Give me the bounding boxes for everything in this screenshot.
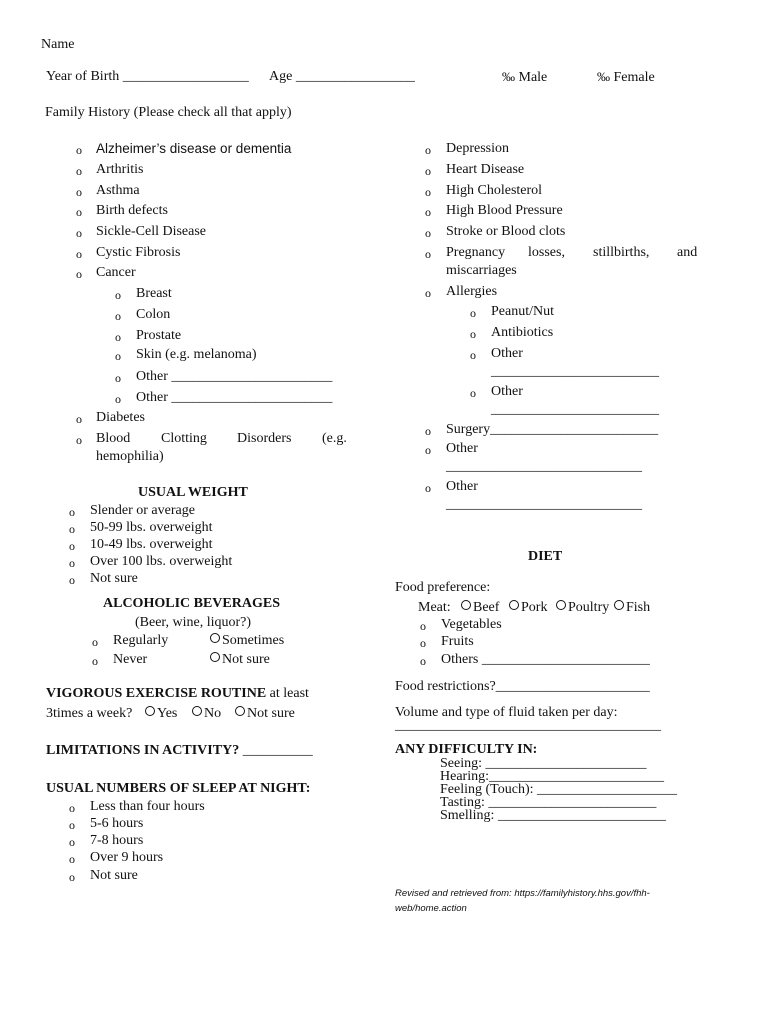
sometimes-label: Sometimes <box>222 633 285 648</box>
blood-clotting-word: Disorders <box>237 431 292 446</box>
bullet-icon: o <box>425 286 431 300</box>
checkbox-high-cholesterol[interactable]: High Cholesterol <box>446 183 543 198</box>
bullet-icon: o <box>115 309 121 323</box>
checkbox-weight-4[interactable]: Not sure <box>90 571 138 586</box>
bullet-icon: o <box>115 330 121 344</box>
sleep-title: USUAL NUMBERS OF SLEEP AT NIGHT: <box>46 781 311 796</box>
radio-meat-pork[interactable] <box>509 600 547 616</box>
bullet-icon: o <box>69 801 75 815</box>
bullet-icon: o <box>69 852 75 866</box>
radio-circle-icon <box>210 652 220 662</box>
bullet-icon: o <box>69 556 75 570</box>
checkbox-high-blood-pressure[interactable]: High Blood Pressure <box>446 203 563 218</box>
food-preference-label: Food preference: <box>395 580 491 595</box>
bullet-icon: o <box>69 870 75 884</box>
limitations-question[interactable] <box>46 743 313 759</box>
checkbox-alcohol-regularly[interactable]: Regularly <box>113 633 169 648</box>
not-sure-label: Not sure <box>222 652 270 667</box>
bullet-icon: o <box>425 481 431 495</box>
checkbox-sleep-4[interactable]: Not sure <box>90 868 138 883</box>
bullet-icon: o <box>425 185 431 199</box>
radio-meat-poultry[interactable] <box>556 600 609 616</box>
blood-clotting-word: Blood <box>96 431 131 446</box>
radio-exercise-no[interactable] <box>192 706 221 722</box>
radio-circle-icon <box>210 633 220 643</box>
bullet-icon: o <box>69 505 75 519</box>
radio-circle-icon <box>556 600 566 610</box>
checkbox-weight-1[interactable]: 50-99 lbs. overweight <box>90 520 213 535</box>
exercise-question <box>46 686 309 702</box>
bullet-icon: o <box>425 443 431 457</box>
checkbox-sleep-1[interactable]: 5-6 hours <box>90 816 144 831</box>
allergy-other-1-field[interactable]: ________________________ <box>491 364 659 379</box>
bullet-icon: o <box>420 619 426 633</box>
checkbox-cystic-fibrosis[interactable]: Cystic Fibrosis <box>96 245 181 260</box>
female-label: Female <box>613 70 655 85</box>
checkbox-others-food[interactable]: Others ________________________ <box>441 652 650 667</box>
checkbox-alzheimers[interactable]: Alzheimer’s disease or dementia <box>96 141 292 156</box>
bullet-icon: o <box>115 392 121 406</box>
pork-label: Pork <box>521 600 548 615</box>
checkbox-cancer-other-2[interactable]: Other _______________________ <box>136 390 333 405</box>
checkbox-other-1[interactable]: Other <box>446 441 478 456</box>
checkbox-fruits[interactable]: Fruits <box>441 634 474 649</box>
bullet-icon: o <box>115 288 121 302</box>
yes-label: Yes <box>157 706 178 721</box>
checkbox-birth-defects[interactable]: Birth defects <box>96 203 168 218</box>
bullet-icon: o <box>76 226 82 240</box>
footer-source-line-2: web/home.action <box>395 903 467 914</box>
checkbox-arthritis[interactable]: Arthritis <box>96 162 144 177</box>
bullet-icon: o <box>69 573 75 587</box>
radio-exercise-yes[interactable] <box>145 706 177 722</box>
other-1-field[interactable]: ____________________________ <box>446 459 642 474</box>
radio-meat-beef[interactable] <box>461 600 499 616</box>
blood-clotting-word: Clotting <box>161 431 207 446</box>
smelling-field[interactable]: Smelling: ________________________ <box>440 808 666 823</box>
pregnancy-word: stillbirths, <box>593 245 650 260</box>
checkbox-allergy-peanut[interactable]: Peanut/Nut <box>491 304 554 319</box>
checkbox-heart-disease[interactable]: Heart Disease <box>446 162 525 177</box>
bullet-icon: o <box>425 424 431 438</box>
fluid-label: Volume and type of fluid taken per day: <box>395 705 618 720</box>
blood-clotting-word: (e.g. <box>322 431 347 446</box>
family-history-title: Family History (Please check all that apply) <box>45 105 292 120</box>
bullet-icon: o <box>420 636 426 650</box>
checkbox-cancer[interactable]: Cancer <box>96 265 136 280</box>
no-label: No <box>204 706 222 721</box>
blood-clotting-word: hemophilia) <box>96 449 164 464</box>
difficulty-title: ANY DIFFICULTY IN: <box>395 742 538 757</box>
radio-circle-icon <box>461 600 471 610</box>
checkbox-weight-0[interactable]: Slender or average <box>90 503 195 518</box>
checkbox-allergy-antibiotics[interactable]: Antibiotics <box>491 325 554 340</box>
checkbox-stroke[interactable]: Stroke or Blood clots <box>446 224 566 239</box>
food-restrictions-field[interactable]: Food restrictions?______________________ <box>395 679 650 694</box>
usual-weight-title: USUAL WEIGHT <box>138 485 248 500</box>
checkbox-allergies[interactable]: Allergies <box>446 284 498 299</box>
radio-circle-icon <box>192 706 202 716</box>
checkbox-icon: ‰ <box>502 69 515 84</box>
hearing-field[interactable]: Hearing:_________________________ <box>440 769 664 784</box>
bullet-icon: o <box>425 247 431 261</box>
bullet-icon: o <box>69 522 75 536</box>
radio-circle-icon <box>235 706 245 716</box>
checkbox-icon: ‰ <box>597 69 610 84</box>
bullet-icon: o <box>425 226 431 240</box>
bullet-icon: o <box>425 143 431 157</box>
bullet-icon: o <box>470 306 476 320</box>
radio-meat-fish[interactable] <box>614 600 650 616</box>
female-option[interactable] <box>597 69 655 86</box>
limitations-title: LIMITATIONS IN ACTIVITY? <box>46 743 240 758</box>
checkbox-weight-2[interactable]: 10-49 lbs. overweight <box>90 537 213 552</box>
bullet-icon: o <box>470 348 476 362</box>
checkbox-sleep-3[interactable]: Over 9 hours <box>90 850 164 865</box>
male-label: Male <box>518 70 548 85</box>
checkbox-cancer-other-1[interactable]: Other _______________________ <box>136 369 333 384</box>
bullet-icon: o <box>76 143 82 157</box>
footer-source-line-1: Revised and retrieved from: https://familyhistory.hhs.gov/fhh- <box>395 888 650 899</box>
pregnancy-word: and <box>677 245 698 260</box>
bullet-icon: o <box>470 327 476 341</box>
checkbox-asthma[interactable]: Asthma <box>96 183 140 198</box>
bullet-icon: o <box>425 205 431 219</box>
checkbox-depression[interactable]: Depression <box>446 141 509 156</box>
checkbox-other-2[interactable]: Other <box>446 479 478 494</box>
bullet-icon: o <box>76 412 82 426</box>
fluid-field[interactable]: ______________________________________ <box>395 718 661 733</box>
checkbox-cancer-prostate[interactable]: Prostate <box>136 328 182 343</box>
bullet-icon: o <box>69 539 75 553</box>
checkbox-cancer-colon[interactable]: Colon <box>136 307 171 322</box>
checkbox-diabetes[interactable]: Diabetes <box>96 410 145 425</box>
checkbox-sleep-2[interactable]: 7-8 hours <box>90 833 144 848</box>
bullet-icon: o <box>425 164 431 178</box>
pregnancy-word: miscarriages <box>446 263 517 278</box>
checkbox-sleep-0[interactable]: Less than four hours <box>90 799 205 814</box>
male-option[interactable] <box>502 69 547 86</box>
pregnancy-word: losses, <box>528 245 565 260</box>
poultry-label: Poultry <box>568 600 610 615</box>
checkbox-weight-3[interactable]: Over 100 lbs. overweight <box>90 554 233 569</box>
radio-alcohol-not-sure[interactable] <box>210 652 270 668</box>
allergy-other-2-field[interactable]: ________________________ <box>491 402 659 417</box>
other-2-field[interactable]: ____________________________ <box>446 497 642 512</box>
checkbox-allergy-other-2[interactable]: Other <box>491 384 523 399</box>
year-of-birth-field[interactable]: Year of Birth __________________ <box>46 69 249 84</box>
checkbox-vegetables[interactable]: Vegetables <box>441 617 502 632</box>
exercise-line-2: 3times a week? <box>46 706 133 721</box>
checkbox-cancer-skin[interactable]: Skin (e.g. melanoma) <box>136 347 257 362</box>
meat-label: Meat: <box>418 600 451 615</box>
checkbox-alcohol-never[interactable]: Never <box>113 652 148 667</box>
tasting-field[interactable]: Tasting: ________________________ <box>440 795 657 810</box>
bullet-icon: o <box>420 654 426 668</box>
diet-title: DIET <box>528 549 563 564</box>
alcohol-subtitle: (Beer, wine, liquor?) <box>135 615 252 630</box>
age-field[interactable]: Age _________________ <box>269 69 415 84</box>
bullet-icon: o <box>115 371 121 385</box>
bullet-icon: o <box>115 349 121 363</box>
checkbox-sickle-cell[interactable]: Sickle-Cell Disease <box>96 224 207 239</box>
bullet-icon: o <box>92 654 98 668</box>
radio-circle-icon <box>614 600 624 610</box>
radio-exercise-not-sure[interactable] <box>235 706 295 722</box>
bullet-icon: o <box>76 185 82 199</box>
name-label: Name <box>41 37 75 52</box>
radio-circle-icon <box>145 706 155 716</box>
alcohol-title: ALCOHOLIC BEVERAGES <box>103 596 280 611</box>
limitations-blank: __________ <box>239 743 313 758</box>
radio-circle-icon <box>509 600 519 610</box>
bullet-icon: o <box>76 267 82 281</box>
bullet-icon: o <box>76 433 82 447</box>
bullet-icon: o <box>76 247 82 261</box>
beef-label: Beef <box>473 600 500 615</box>
exercise-suffix: at least <box>266 686 309 701</box>
fish-label: Fish <box>626 600 651 615</box>
feeling-field[interactable]: Feeling (Touch): ____________________ <box>440 782 677 797</box>
bullet-icon: o <box>470 386 476 400</box>
bullet-icon: o <box>69 818 75 832</box>
bullet-icon: o <box>76 164 82 178</box>
bullet-icon: o <box>69 835 75 849</box>
checkbox-allergy-other-1[interactable]: Other <box>491 346 523 361</box>
checkbox-surgery[interactable]: Surgery________________________ <box>446 422 659 437</box>
checkbox-cancer-breast[interactable]: Breast <box>136 286 172 301</box>
bullet-icon: o <box>76 205 82 219</box>
bullet-icon: o <box>92 635 98 649</box>
exercise-title: VIGOROUS EXERCISE ROUTINE <box>46 686 267 701</box>
pregnancy-word: Pregnancy <box>446 245 506 260</box>
seeing-field[interactable]: Seeing: _______________________ <box>440 756 647 771</box>
not-sure-label: Not sure <box>247 706 295 721</box>
radio-alcohol-sometimes[interactable] <box>210 633 284 649</box>
